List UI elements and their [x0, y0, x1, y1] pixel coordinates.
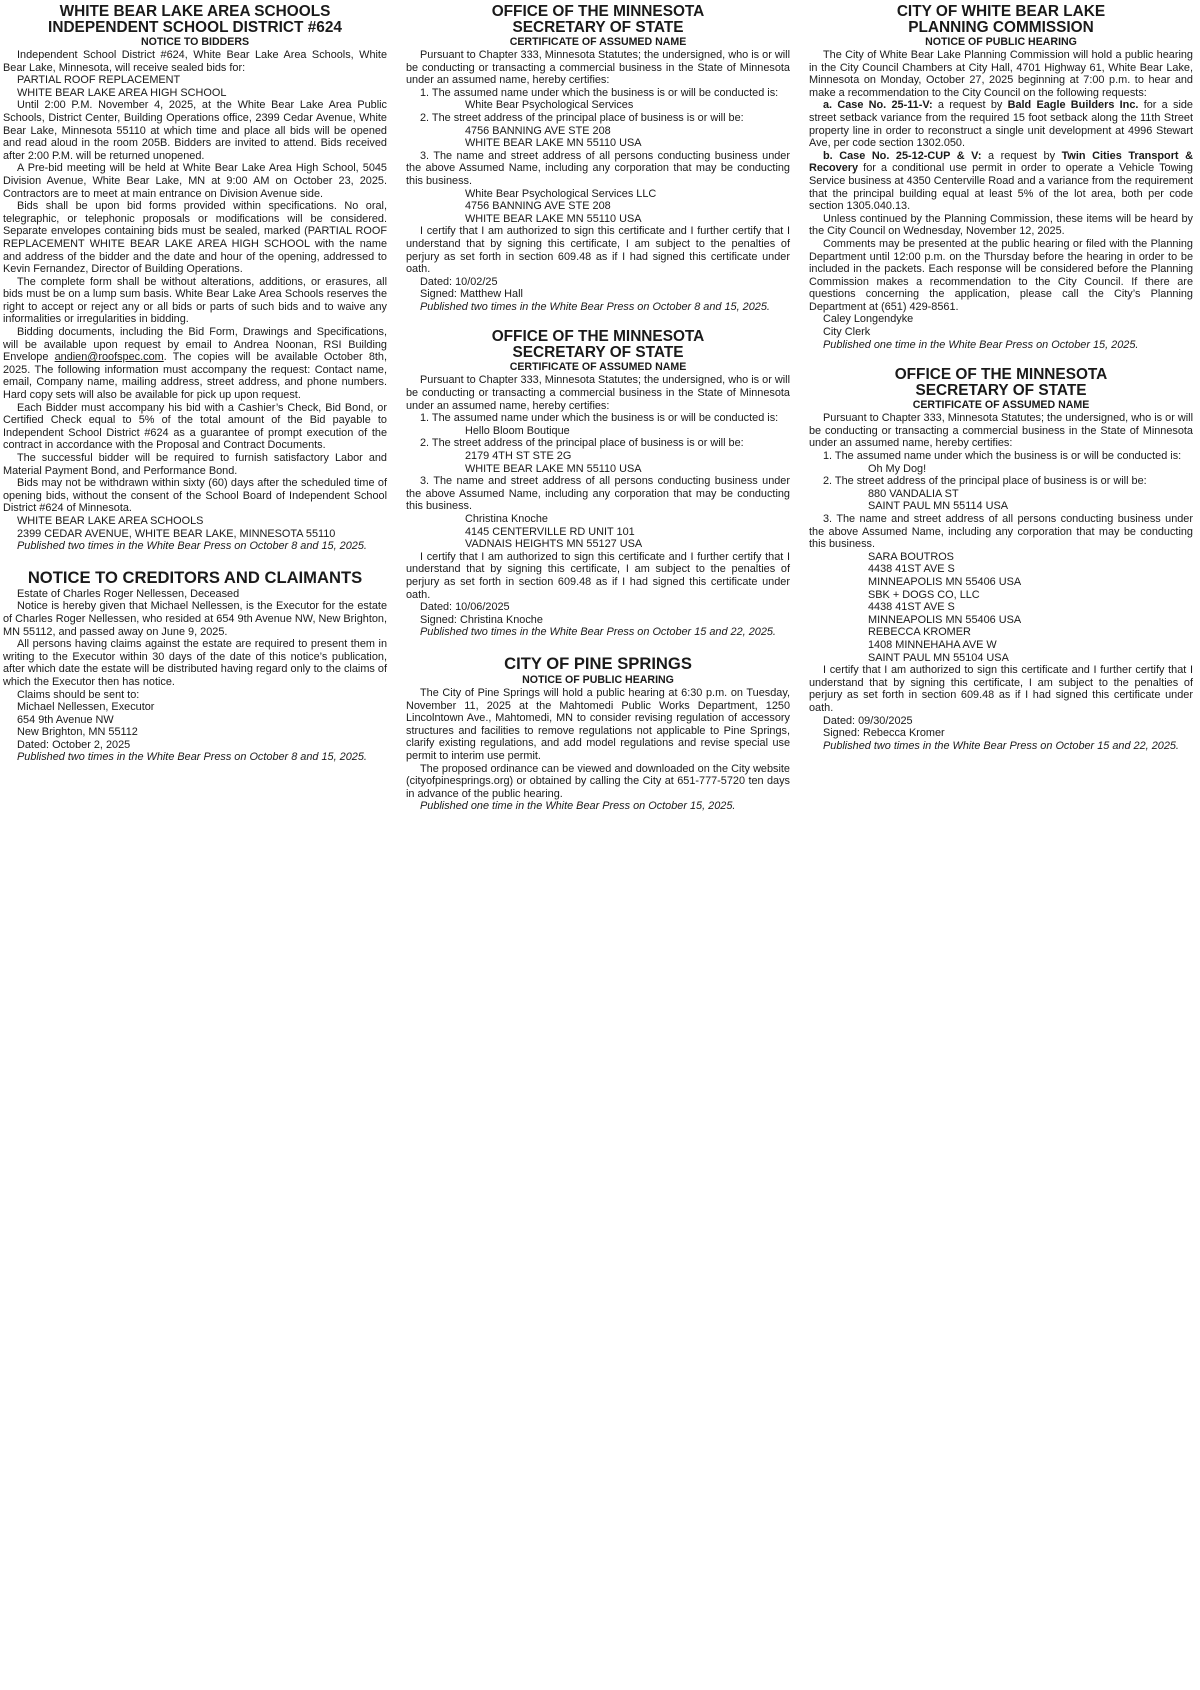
- paragraph: Comments may be presented at the public hearing or filed with the Planning Department until 12:00 p.m. on the Thursday before the hearing in order to be included in the packets. Each response will be considered before the Planning Commission makes a recommendation to the City Council. If there are questions concerning the application, please call the City’s Planning Department at (651) 429-8561.: [809, 237, 1193, 313]
- text: for a side street setback variance from the required 15 foot setback along the 11th Street property line in order to reconstruct a single unit development at 4996 Stewart Ave, per code section 1302.050.: [809, 99, 1193, 150]
- paragraph: The complete form shall be without alterations, additions, or erasures, all bids must be on a lump sum basis. White Bear Lake Area Schools reserves the right to accept or reject any or all bids or parts of such bids and to waive any informalities or irregularities in bidding.: [3, 275, 387, 326]
- notice-title: OFFICE OF THE MINNESOTA: [491, 3, 705, 20]
- item-3: 3. The name and street address of all persons conducting business under the above Assumed Name, including any corporation that may be conducting this business.: [406, 149, 790, 187]
- text-line: Caley Longendyke: [823, 313, 914, 326]
- item-2: 2. The street address of the principal place of business is or will be:: [420, 437, 744, 450]
- text: a request by: [981, 149, 1062, 162]
- paragraph: The City of White Bear Lake Planning Commission will hold a public hearing in the City Council Chambers at City Hall, 4701 Highway 61, White Bear Lake, Minnesota on Monday, October 27, 2025 beginning at 7:00 p.m. to hear and make a recommendation to the City Council on the following requests:: [809, 49, 1193, 99]
- item-value: 1408 MINNEHAHA AVE W: [868, 638, 997, 651]
- signed-line: Signed: Matthew Hall: [420, 288, 523, 301]
- publication-note: Published one time in the White Bear Press on October 15, 2025.: [823, 338, 1139, 351]
- text-line: Estate of Charles Roger Nellessen, Deceased: [17, 587, 240, 600]
- text-line: WHITE BEAR LAKE AREA SCHOOLS: [17, 514, 204, 527]
- item-value: WHITE BEAR LAKE MN 55110 USA: [465, 137, 642, 150]
- notice-to-bidders: [3, 4, 387, 553]
- notice-subtitle: CERTIFICATE OF ASSUMED NAME: [912, 399, 1090, 412]
- planning-commission-notice: [809, 4, 1193, 351]
- publication-note: Published two times in the White Bear Press on October 8 and 15, 2025.: [17, 751, 367, 764]
- item-value: 2179 4TH ST STE 2G: [465, 450, 572, 463]
- certification-paragraph: I certify that I am authorized to sign this certificate and I further certify that I understand that by signing this certificate, I am subject to the penalties of perjury as set forth in section 609.48 as if I had signed this certificate under oath.: [809, 664, 1193, 714]
- text-line: 2399 CEDAR AVENUE, WHITE BEAR LAKE, MINNESOTA 55110: [17, 527, 336, 540]
- item-value: 4756 BANNING AVE STE 208: [465, 124, 611, 137]
- text-line: City Clerk: [823, 326, 871, 339]
- notice-title: SECRETARY OF STATE: [915, 382, 1087, 400]
- paragraph: Bids shall be upon bid forms provided within specifications. No oral, telegraphic, or telephonic proposals or modifications will be considered. Separate envelopes containing bids must be sealed, marked (PARTIAL ROOF REPLACEMENT WHITE BEAR LAKE AREA HIGH SCHOOL with the name and address of the bidder and the date and hour of the opening, addressed to Kevin Fernandez, Director of Building Operations.: [3, 200, 387, 276]
- item-value: 4438 41ST AVE S: [868, 601, 955, 614]
- paragraph: Notice is hereby given that Michael Nellessen, is the Executor for the estate of Charles Roger Nellessen, who resided at 654 9th Avenue NW, New Brighton, MN 55112, and passed away on June 9, 2025.: [3, 600, 387, 638]
- assumed-name-certificate: [406, 329, 790, 638]
- item-3: 3. The name and street address of all persons conducting business under the above Assumed Name, including any corporation that may be conducting this business.: [406, 475, 790, 513]
- item-1: 1. The assumed name under which the business is or will be conducted is:: [420, 86, 779, 99]
- item-value: SBK + DOGS CO, LLC: [868, 588, 980, 601]
- item-1: 1. The assumed name under which the business is or will be conducted is:: [823, 450, 1182, 463]
- publication-note: Published two times in the White Bear Press on October 8 and 15, 2025.: [420, 300, 770, 313]
- text-line: Michael Nellessen, Executor: [17, 701, 155, 714]
- item-value: 4756 BANNING AVE STE 208: [465, 200, 611, 213]
- certification-paragraph: I certify that I am authorized to sign this certificate and I further certify that I understand that by signing this certificate, I am subject to the penalties of perjury as set forth in section 609.48 as if I had signed this certificate under oath.: [406, 550, 790, 601]
- paragraph: A Pre-bid meeting will be held at White Bear Lake Area High School, 5045 Division Avenue, White Bear Lake, MN at 9:00 AM on October 23, 2025. Contractors are to meet at main entrance on Division Avenue side.: [3, 162, 387, 200]
- item-2: 2. The street address of the principal place of business is or will be:: [823, 475, 1147, 488]
- notice-title: SECRETARY OF STATE: [512, 344, 684, 362]
- assumed-name-certificate: [809, 367, 1193, 752]
- notice-title: OFFICE OF THE MINNESOTA: [491, 328, 705, 346]
- signed-line: Signed: Rebecca Kromer: [823, 727, 945, 740]
- applicant-name: Twin Cities Transport & Recovery: [809, 149, 1193, 175]
- text-line: Dated: October 2, 2025: [17, 738, 131, 751]
- assumed-name-certificate: [406, 4, 790, 313]
- notice-subtitle: CERTIFICATE OF ASSUMED NAME: [509, 36, 687, 48]
- notice-title: PLANNING COMMISSION: [908, 19, 1094, 36]
- paragraph: Bids may not be withdrawn within sixty (60) days after the scheduled time of opening bids, without the consent of the School Board of Independent School District #624 of Minnesota.: [3, 477, 387, 515]
- notice-to-creditors: [3, 569, 387, 764]
- publication-note: Published one time in the White Bear Press on October 15, 2025.: [420, 800, 736, 813]
- item-value: WHITE BEAR LAKE MN 55110 USA: [465, 462, 642, 475]
- applicant-name: Bald Eagle Builders Inc.: [1007, 99, 1139, 112]
- item-value: Christina Knoche: [465, 513, 548, 525]
- column-3: [809, 4, 1193, 768]
- paragraph: The City of Pine Springs will hold a public hearing at 6:30 p.m. on Tuesday, November 11, 2025 at the Mahtomedi Public Works Department, 1250 Lincolntown Ave., Mahtomedi, MN to consider revising regulation of accessory structures and facilities to remove regulations not applicable to Pine Springs, clarify existing regulations, and add model regulations and revise special use permit to interim use permit.: [406, 686, 790, 762]
- publication-note: Published two times in the White Bear Press on October 8 and 15, 2025.: [17, 540, 367, 553]
- text-line: Claims should be sent to:: [17, 688, 140, 701]
- case-number: a. Case No. 25-11-V:: [823, 99, 933, 112]
- case-number: b. Case No. 25-12-CUP & V:: [823, 149, 982, 162]
- column-2: [406, 4, 790, 829]
- item-value: 880 VANDALIA ST: [868, 487, 959, 500]
- notice-subtitle: NOTICE TO BIDDERS: [140, 36, 250, 48]
- pine-springs-hearing-notice: [406, 655, 790, 813]
- item-value: Oh My Dog!: [868, 462, 927, 475]
- item-value: White Bear Psychological Services LLC: [465, 187, 657, 200]
- case-a-paragraph: [809, 99, 1193, 149]
- paragraph: All persons having claims against the estate are required to present them in writing to the Executor within 30 days of the date of this notice’s publication, after which date the estate will be distributed having regard only to the claims of which the Executor then has notice.: [3, 638, 387, 688]
- notice-subtitle: CERTIFICATE OF ASSUMED NAME: [509, 361, 687, 374]
- notice-title: SECRETARY OF STATE: [512, 19, 684, 36]
- paragraph: Each Bidder must accompany his bid with a Cashier’s Check, Bid Bond, or Certified Check equal to 5% of the total amount of the Bid payable to Independent School District #624 as a guarantee of prompt execution of the contract in accordance with the Proposal and Contract Documents.: [3, 401, 387, 452]
- paragraph: Until 2:00 P.M. November 4, 2025, at the White Bear Lake Area Public Schools, District Center, Building Operations office, 2399 Cedar Avenue, White Bear Lake, Minnesota 55110 at which time and place all bids will be opened and read aloud in the room 205B. Bidders are invited to attend. Bids received after 2:00 P.M. will be returned unopened.: [3, 99, 387, 162]
- item-value: MINNEAPOLIS MN 55406 USA: [868, 613, 1022, 626]
- item-value: 4145 CENTERVILLE RD UNIT 101: [465, 525, 635, 538]
- certification-paragraph: I certify that I am authorized to sign this certificate and I further certify that I understand that by signing this certificate, I am subject to the penalties of perjury as set forth in section 609.48 as if I had signed this certificate under oath.: [406, 225, 790, 276]
- text: Bidding documents, including the Bid Form, Drawings and Specifications, will be available upon request by email to Andrea Noonan, RSI Building Envelope: [3, 326, 387, 364]
- paragraph: The proposed ordinance can be viewed and downloaded on the City website (cityofpinesprings.org) or obtained by calling the City at 651-777-5720 ten days in advance of the public hearing.: [406, 762, 790, 800]
- item-value: SARA BOUTROS: [868, 550, 954, 563]
- notice-title: OFFICE OF THE MINNESOTA: [894, 366, 1108, 384]
- paragraph: Pursuant to Chapter 333, Minnesota Statutes; the undersigned, who is or will be conducting or transacting a commercial business in the State of Minnesota under an assumed name, hereby certifies:: [809, 412, 1193, 450]
- text-line: New Brighton, MN 55112: [17, 726, 138, 739]
- item-2: 2. The street address of the principal place of business is or will be:: [420, 111, 744, 124]
- publication-note: Published two times in the White Bear Press on October 15 and 22, 2025.: [420, 626, 776, 639]
- notice-title: WHITE BEAR LAKE AREA SCHOOLS: [59, 3, 331, 20]
- item-value: VADNAIS HEIGHTS MN 55127 USA: [465, 538, 643, 551]
- notice-title: NOTICE TO CREDITORS AND CLAIMANTS: [27, 567, 363, 587]
- dated-line: Dated: 10/02/25: [420, 275, 498, 288]
- paragraph: Unless continued by the Planning Commission, these items will be heard by the City Council on Wednesday, November 12, 2025.: [809, 212, 1193, 238]
- notice-title: CITY OF WHITE BEAR LAKE: [896, 3, 1106, 20]
- notice-title: CITY OF PINE SPRINGS: [504, 653, 692, 673]
- case-b-paragraph: [809, 150, 1193, 213]
- text: . The copies will be available October 8th, 2025. The following information must accompany the request: Contact name, email, Company name, mailing address, street address, and phone numbers. Hard copy sets will also be available for pick up upon request.: [3, 351, 387, 402]
- notice-title: INDEPENDENT SCHOOL DISTRICT #624: [48, 19, 342, 36]
- paragraph: The successful bidder will be required to furnish satisfactory Labor and Material Payment Bond, and Performance Bond.: [3, 452, 387, 477]
- text: a request by: [932, 99, 1008, 112]
- item-value: WHITE BEAR LAKE MN 55110 USA: [465, 212, 642, 225]
- paragraph: Pursuant to Chapter 333, Minnesota Statutes; the undersigned, who is or will be conducting or transacting a commercial business in the State of Minnesota under an assumed name, hereby certifies:: [406, 49, 790, 87]
- text: for a conditional use permit in order to operate a Vehicle Towing Service business at 4350 Centerville Road and a variance from the requirement that the principal building equal at least 5% of the lot area, both per code section 1305.040.13.: [809, 162, 1193, 213]
- signed-line: Signed: Christina Knoche: [420, 613, 543, 626]
- email-link[interactable]: andien@roofspec.com: [54, 351, 164, 364]
- column-1: [3, 4, 387, 780]
- paragraph: Pursuant to Chapter 333, Minnesota Statutes; the undersigned, who is or will be conducting or transacting a commercial business in the State of Minnesota under an assumed name, hereby certifies:: [406, 374, 790, 412]
- item-3: 3. The name and street address of all persons conducting business under the above Assumed Name, including any corporation that may be conducting this business.: [809, 513, 1193, 551]
- item-value: MINNEAPOLIS MN 55406 USA: [868, 575, 1022, 588]
- paragraph: Independent School District #624, White Bear Lake Area Schools, White Bear Lake, Minnesota, will receive sealed bids for:: [3, 49, 387, 74]
- dated-line: Dated: 09/30/2025: [823, 714, 913, 727]
- text-line: 654 9th Avenue NW: [17, 713, 114, 726]
- notice-subtitle: NOTICE OF PUBLIC HEARING: [925, 36, 1077, 48]
- item-value: 4438 41ST AVE S: [868, 563, 955, 576]
- notice-subtitle: NOTICE OF PUBLIC HEARING: [522, 673, 674, 686]
- text-line: PARTIAL ROOF REPLACEMENT: [17, 74, 181, 87]
- paragraph-bidding-documents: [3, 326, 387, 402]
- item-value: White Bear Psychological Services: [465, 99, 634, 112]
- item-value: SAINT PAUL MN 55114 USA: [868, 500, 1009, 513]
- dated-line: Dated: 10/06/2025: [420, 601, 510, 614]
- text-line: WHITE BEAR LAKE AREA HIGH SCHOOL: [17, 86, 227, 99]
- publication-note: Published two times in the White Bear Press on October 15 and 22, 2025.: [823, 739, 1179, 752]
- item-value: SAINT PAUL MN 55104 USA: [868, 651, 1009, 664]
- item-value: Hello Bloom Boutique: [465, 424, 570, 437]
- item-1: 1. The assumed name under which the business is or will be conducted is:: [420, 412, 779, 425]
- item-value: REBECCA KROMER: [868, 626, 971, 639]
